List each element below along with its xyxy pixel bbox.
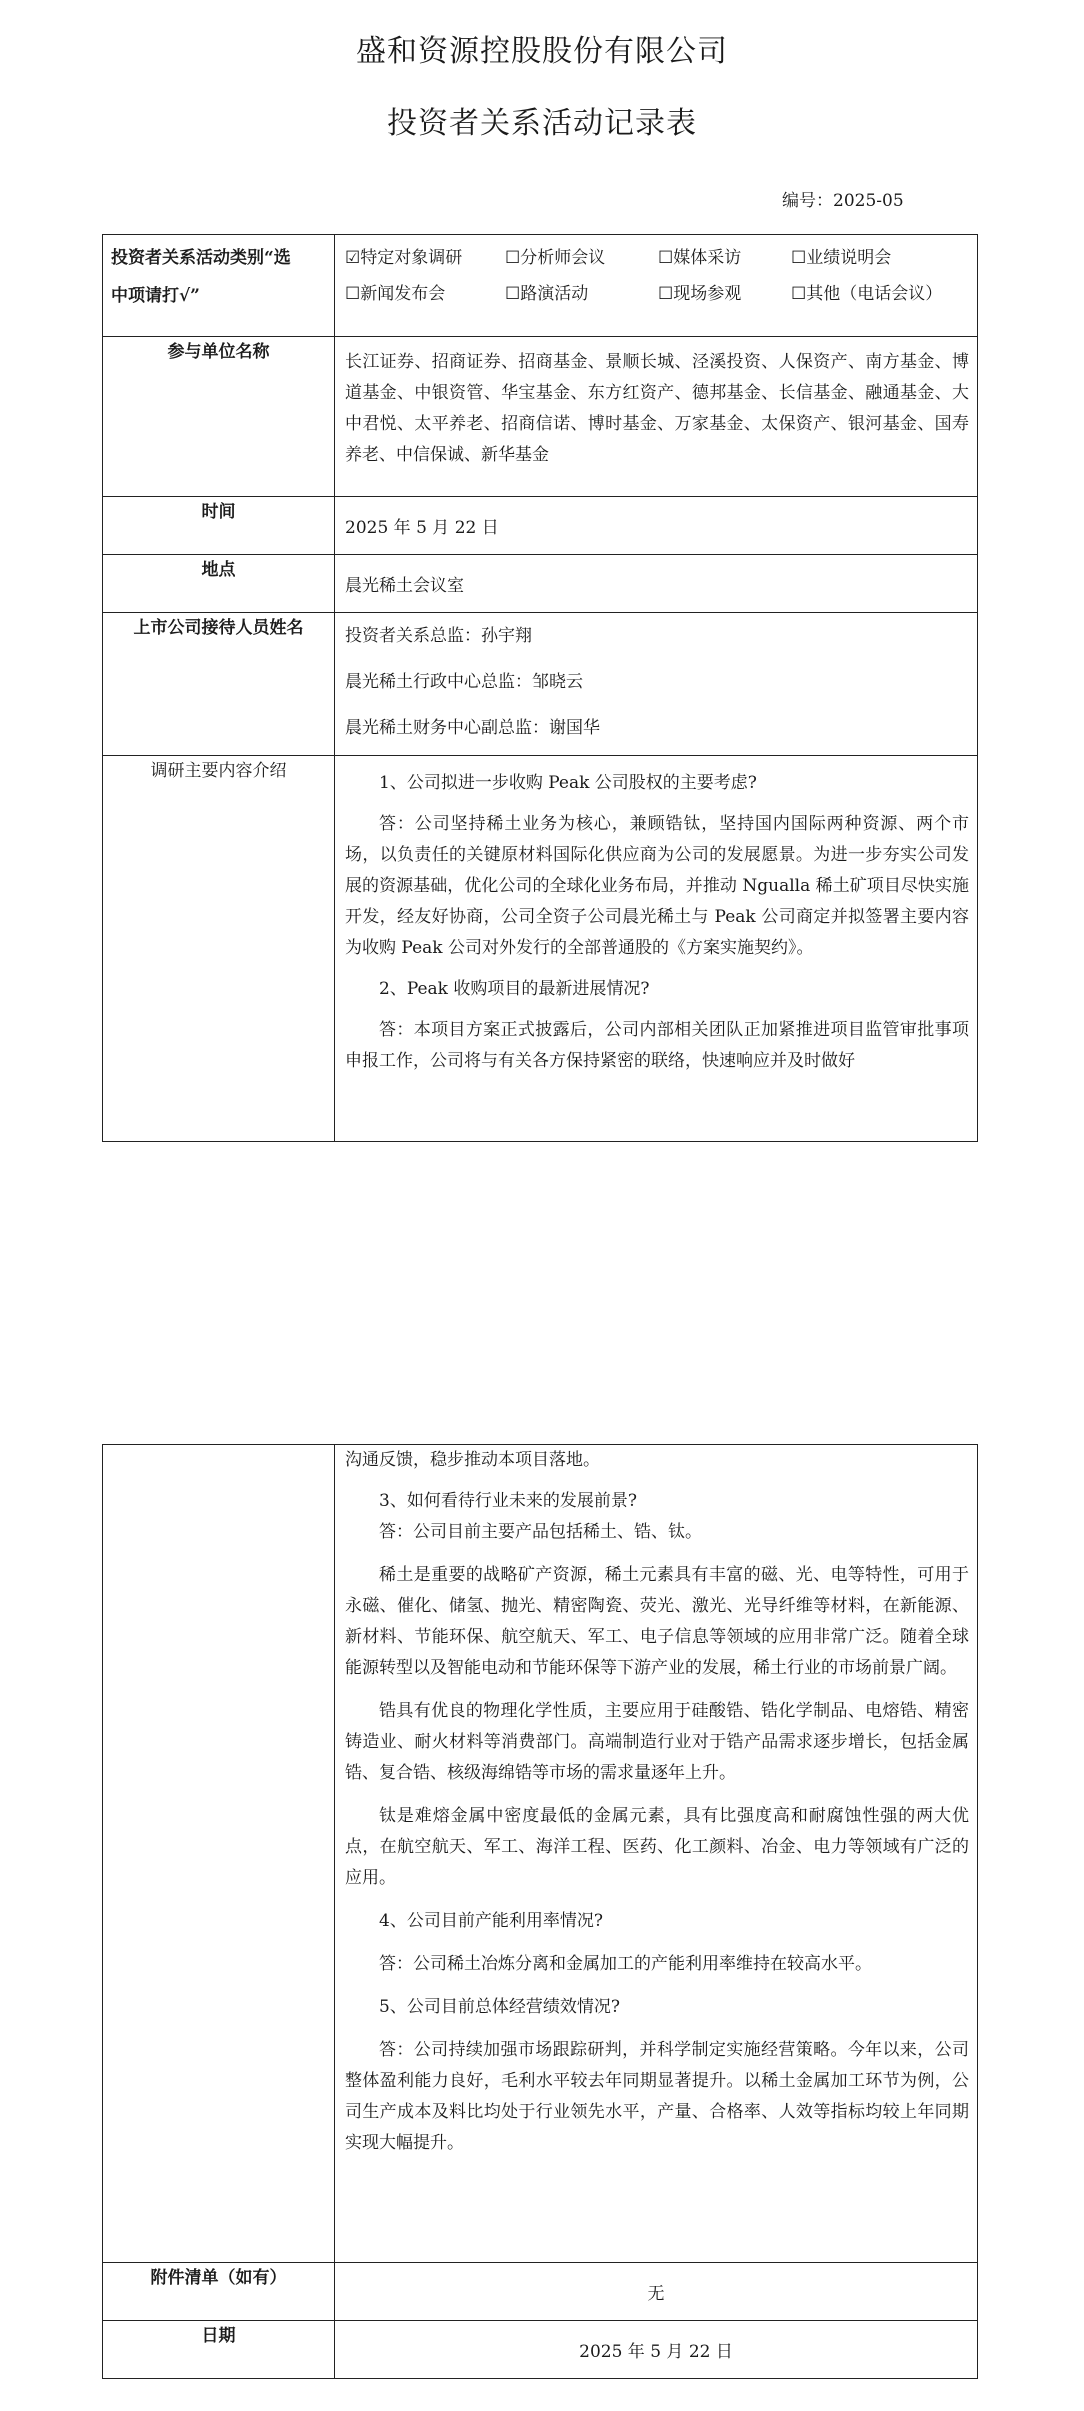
checkbox-earnings-briefing[interactable]: ☐业绩说明会 [791,248,892,268]
checkbox-icon: ☐ [658,284,674,304]
checkbox-icon: ☐ [791,284,807,304]
checkbox-icon: ☐ [505,284,521,304]
checkbox-icon: ☐ [505,248,521,268]
participants-label: 参与单位名称 [103,337,335,497]
answer-3-rare-earth: 稀土是重要的战略矿产资源，稀土元素具有丰富的磁、光、电等特性，可用于永磁、催化、储氢、抛光、精密陶瓷、荧光、激光、光导纤维等材料，在新能源、新材料、节能环保、航空航天、军工、电子信息等领域的应用非常广泛。随着全球能源转型以及智能电动和节能环保等下游产业的发展，稀土行业的市场前景广阔。 [345,1565,969,1678]
time-label: 时间 [103,497,335,555]
checkbox-press-conference[interactable]: ☐新闻发布会 [345,284,446,304]
date-value: 2025 年 5 月 22 日 [335,2321,978,2379]
category-checkboxes [335,235,977,307]
participants-list: 长江证券、招商证券、招商基金、景顺长城、泾溪投资、人保资产、南方基金、博道基金、中银资管、华宝基金、东方红资产、德邦基金、长信基金、融通基金、大中君悦、太平养老、招商信诺、博时基金、万家基金、太保资产、银河基金、国寿养老、中信保诚、新华基金 [345,352,969,465]
document-title: 投资者关系活动记录表 [387,106,697,141]
date-label: 日期 [103,2321,335,2379]
checkbox-icon: ☐ [345,284,361,304]
answer-2-part1: 答：本项目方案正式披露后，公司内部相关团队正加紧推进项目监管审批事项申报工作，公司将与有关各方保持紧密的联络，快速响应并及时做好 [345,1020,969,1071]
question-5: 5、公司目前总体经营绩效情况? [379,1997,620,2017]
company-name: 盛和资源控股股份有限公司 [356,34,728,69]
checkbox-roadshow[interactable]: ☐路演活动 [505,284,589,304]
category-label: 投资者关系活动类别“选 中项请打√” [111,248,291,306]
checkbox-icon: ☐ [791,248,807,268]
question-2: 2、Peak 收购项目的最新进展情况? [379,979,650,999]
answer-1: 答：公司坚持稀土业务为核心，兼顾锆钛，坚持国内国际两种资源、两个市场，以负责任的关键原材料国际化供应商为公司的发展愿景。为进一步夯实公司发展的资源基础，优化公司的全球化业务布局，并推动 Ngualla 稀土矿项目尽快实施开发，经友好协商，公司全资子公司晨光稀土与 Peak 公司商定并拟签署主要内容为收购 Peak 公司对外发行的全部普通股的《方案实施契约》。 [345,814,969,958]
answer-3-intro: 答：公司目前主要产品包括稀土、锆、钛。 [379,1522,702,1542]
row-time [103,497,978,555]
staff-label: 上市公司接待人员姓名 [103,613,335,756]
record-table-page1 [102,234,978,1142]
attachment-label: 附件清单（如有） [103,2263,335,2321]
place-value: 晨光稀土会议室 [335,555,978,613]
record-table-page2 [102,1444,978,2379]
question-4: 4、公司目前产能利用率情况? [379,1911,603,1931]
answer-2-part2: 沟通反馈，稳步推动本项目落地。 [345,1450,600,1470]
content-body-page1 [335,768,977,1140]
checkbox-site-visit[interactable]: ☐现场参观 [658,284,742,304]
checkbox-analyst-meeting[interactable]: ☐分析师会议 [505,248,606,268]
row-staff [103,613,978,756]
content-label: 调研主要内容介绍 [103,756,335,1142]
checkbox-checked-icon: ☑ [345,248,361,268]
answer-5: 答：公司持续加强市场跟踪研判，并科学制定实施经营策略。今年以来，公司整体盈利能力良好，毛利水平较去年同期显著提升。以稀土金属加工环节为例，公司生产成本及料比均处于行业领先水平，产量、合格率、人效等指标均较上年同期实现大幅提升。 [345,2040,969,2153]
row-participants [103,337,978,497]
checkbox-other[interactable]: ☐其他（电话会议） [791,284,943,304]
row-content [103,756,978,1142]
staff-item: 晨光稀土行政中心总监：邹晓云 [345,672,583,692]
row-date [103,2321,978,2379]
staff-list [345,621,977,743]
row-attachment [103,2263,978,2321]
content-body-page2 [335,1445,977,2159]
answer-3-zirconium: 锆具有优良的物理化学性质，主要应用于硅酸锆、锆化学制品、电熔锆、精密铸造业、耐火材料等消费部门。高端制造行业对于锆产品需求逐步增长，包括金属锆、复合锆、核级海绵锆等市场的需求量逐年上升。 [345,1701,969,1783]
row-activity-category [103,235,978,337]
row-content-continued [103,1445,978,2263]
checkbox-icon: ☐ [658,248,674,268]
staff-item: 晨光稀土财务中心副总监：谢国华 [345,718,600,738]
row-place [103,555,978,613]
staff-item: 投资者关系总监：孙宇翔 [345,626,532,646]
checkbox-media-interview[interactable]: ☐媒体采访 [658,248,742,268]
checkbox-specific-research[interactable]: ☑特定对象调研 [345,248,463,268]
answer-3-titanium: 钛是难熔金属中密度最低的金属元素，具有比强度高和耐腐蚀性强的两大优点，在航空航天、军工、海洋工程、医药、化工颜料、冶金、电力等领域有广泛的应用。 [345,1806,969,1888]
time-value: 2025 年 5 月 22 日 [335,497,978,555]
question-1: 1、公司拟进一步收购 Peak 公司股权的主要考虑? [379,773,757,793]
document-number: 编号：2025-05 [782,191,904,211]
place-label: 地点 [103,555,335,613]
answer-4: 答：公司稀土冶炼分离和金属加工的产能利用率维持在较高水平。 [379,1954,872,1974]
attachment-value: 无 [335,2263,978,2321]
question-3: 3、如何看待行业未来的发展前景? [379,1491,637,1511]
